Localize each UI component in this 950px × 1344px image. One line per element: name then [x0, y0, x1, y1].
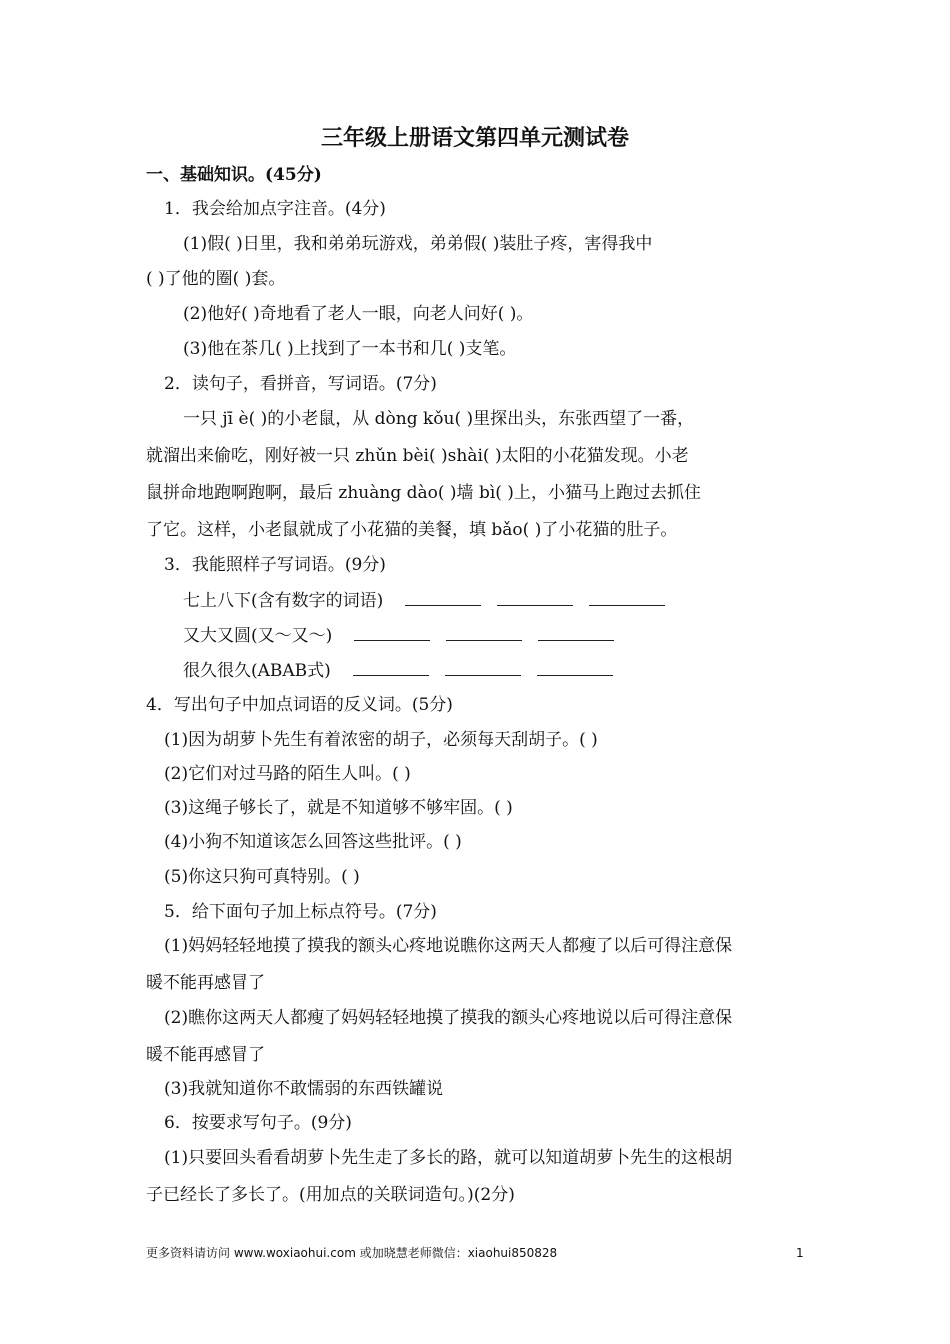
- q3-row: [183, 659, 613, 682]
- q3-heading: 3．我能照样子写词语。(9分): [164, 555, 386, 575]
- q5-line: (1)妈妈轻轻地摸了摸我的额头心疼地说瞧你这两天人都瘦了以后可得注意保: [164, 936, 733, 956]
- answer-blank[interactable]: [497, 589, 573, 606]
- q5-line: (3)我就知道你不敢懦弱的东西铁罐说: [164, 1079, 444, 1099]
- q2-line: 就溜出来偷吃，刚好被一只 zhǔn bèi( )shài( )太阳的小花猫发现。小老: [146, 446, 689, 466]
- q4-line: (4)小狗不知道该怎么回答这些批评。( ): [164, 832, 462, 852]
- page-title: 三年级上册语文第四单元测试卷: [320, 125, 629, 151]
- q4-line: (3)这绳子够长了，就是不知道够不够牢固。( ): [164, 798, 513, 818]
- q6-line: (1)只要回头看看胡萝卜先生走了多长的路，就可以知道胡萝卜先生的这根胡: [164, 1148, 733, 1168]
- q3-example: 很久很久(ABAB式): [183, 661, 331, 681]
- answer-blank[interactable]: [353, 659, 429, 676]
- q1-heading: 1．我会给加点字注音。(4分): [164, 199, 386, 219]
- answer-blank[interactable]: [538, 624, 614, 641]
- q2-line: 一只 jī è( )的小老鼠，从 dòng kǒu( )里探出头，东张西望了一番，: [183, 409, 695, 429]
- q2-line: 鼠拼命地跑啊跑啊，最后 zhuàng dào( )墙 bì( )上，小猫马上跑过去抓住: [146, 483, 701, 503]
- q4-line: (5)你这只狗可真特别。( ): [164, 867, 360, 887]
- q2-heading: 2．读句子，看拼音，写词语。(7分): [164, 374, 437, 394]
- q5-heading: 5．给下面句子加上标点符号。(7分): [164, 902, 437, 922]
- q6-line: 子已经长了多长了。(用加点的关联词造句。)(2分): [146, 1185, 515, 1205]
- answer-blank[interactable]: [354, 624, 430, 641]
- q3-row: [183, 624, 614, 647]
- q1-line: (1)假( )日里，我和弟弟玩游戏，弟弟假( )装肚子疼，害得我中: [183, 234, 653, 254]
- q1-line: (2)他好( )奇地看了老人一眼，向老人问好( )。: [183, 304, 534, 324]
- answer-blank[interactable]: [405, 589, 481, 606]
- answer-blank[interactable]: [445, 659, 521, 676]
- q1-line: ( )了他的圈( )套。: [146, 269, 286, 289]
- q5-line: (2)瞧你这两天人都瘦了妈妈轻轻地摸了摸我的额头心疼地说以后可得注意保: [164, 1008, 733, 1028]
- q3-example: 七上八下(含有数字的词语): [183, 591, 384, 611]
- q5-line: 暖不能再感冒了: [146, 973, 265, 993]
- q2-line: 了它。这样，小老鼠就成了小花猫的美餐，填 bǎo( )了小花猫的肚子。: [146, 520, 678, 540]
- answer-blank[interactable]: [589, 589, 665, 606]
- page-number: 1: [796, 1246, 804, 1260]
- footer-text: 更多资料请访问 www.woxiaohui.com 或加晓慧老师微信：xiaohui850828: [146, 1246, 558, 1260]
- q5-line: 暖不能再感冒了: [146, 1045, 265, 1065]
- q6-heading: 6．按要求写句子。(9分): [164, 1113, 352, 1133]
- section-heading: 一、基础知识。(45分): [146, 165, 322, 185]
- q3-row: [183, 589, 665, 612]
- q4-heading: 4．写出句子中加点词语的反义词。(5分): [146, 695, 453, 715]
- answer-blank[interactable]: [446, 624, 522, 641]
- q1-line: (3)他在茶几( )上找到了一本书和几( )支笔。: [183, 339, 517, 359]
- answer-blank[interactable]: [537, 659, 613, 676]
- q4-line: (1)因为胡萝卜先生有着浓密的胡子，必须每天刮胡子。( ): [164, 730, 598, 750]
- q4-line: (2)它们对过马路的陌生人叫。( ): [164, 764, 411, 784]
- q3-example: 又大又圆(又～又～): [183, 626, 333, 646]
